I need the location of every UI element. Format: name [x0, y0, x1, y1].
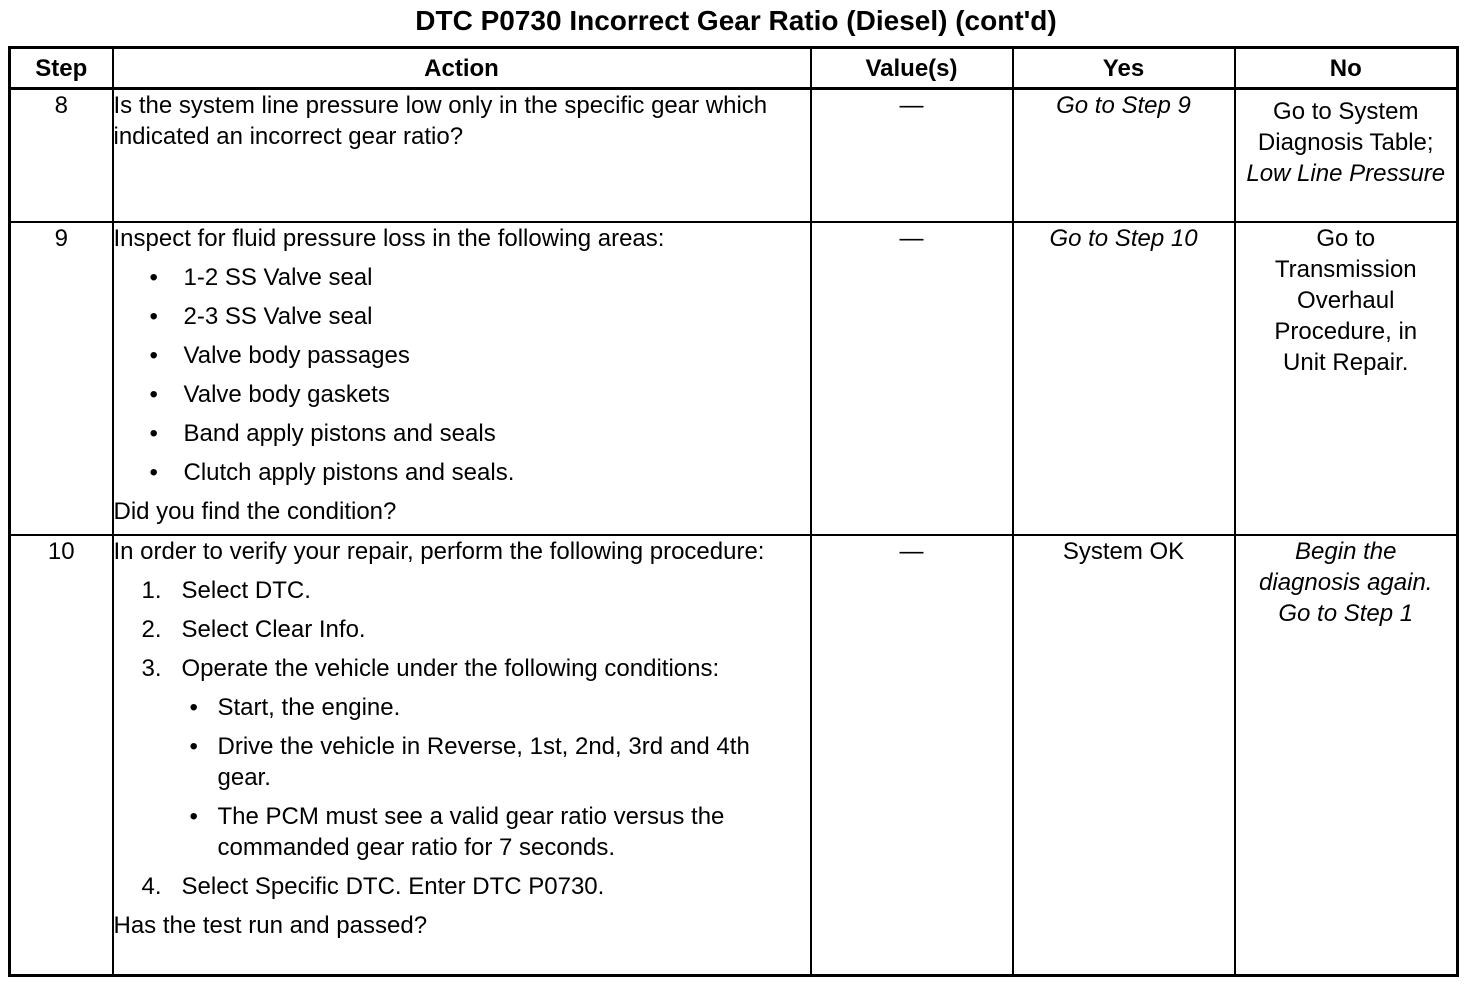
yes-cell: Go to Step 9	[1013, 89, 1235, 222]
bullet-mark: •	[189, 732, 198, 760]
step-number: 9	[10, 222, 113, 535]
step-number: 10	[10, 535, 113, 976]
action-cell	[113, 222, 811, 535]
no-cell	[1235, 89, 1458, 222]
bullet-mark: •	[149, 302, 158, 330]
list-item	[150, 379, 810, 410]
bullet-text: Band apply pistons and seals	[183, 419, 496, 447]
table-row-step-10	[10, 535, 1458, 976]
step-index: 4.	[141, 872, 162, 900]
no-text: Go to System Diagnosis Table;	[1257, 98, 1434, 156]
list-item	[150, 340, 810, 371]
action-cell	[113, 89, 811, 222]
page-title: DTC P0730 Incorrect Gear Ratio (Diesel) (cont'd)	[415, 5, 1057, 36]
header-step: Step	[10, 48, 113, 89]
step-index: 3.	[141, 654, 162, 682]
value-cell: —	[811, 222, 1013, 535]
list-item	[150, 418, 810, 449]
action-question: Did you find the condition?	[113, 497, 397, 525]
header-yes: Yes	[1013, 48, 1235, 89]
bullet-mark: •	[149, 380, 158, 408]
action-question: Has the test run and passed?	[113, 911, 428, 939]
step-index: 1.	[141, 576, 162, 604]
list-item	[190, 731, 810, 793]
list-item	[190, 692, 810, 723]
action-intro: In order to verify your repair, perform the following procedure:	[113, 537, 765, 565]
list-item	[142, 653, 810, 684]
bullet-mark: •	[189, 802, 198, 830]
list-item	[190, 801, 810, 863]
value-cell: —	[811, 535, 1013, 976]
bullet-text: 2-3 SS Valve seal	[183, 302, 373, 330]
step-text: Operate the vehicle under the following conditions:	[181, 654, 720, 682]
bullet-mark: •	[149, 341, 158, 369]
step-text: Select DTC.	[181, 576, 311, 604]
step-number: 8	[10, 89, 113, 222]
bullet-text: Start, the engine.	[217, 693, 401, 721]
diagnostic-table	[8, 46, 1459, 977]
yes-cell: Go to Step 10	[1013, 222, 1235, 535]
bullet-text: 1-2 SS Valve seal	[183, 263, 373, 291]
action-intro: Inspect for fluid pressure loss in the following areas:	[113, 224, 665, 252]
action-cell	[113, 535, 811, 976]
no-cell: Go to Transmission Overhaul Procedure, in Unit Repair.	[1235, 222, 1458, 535]
header-values: Value(s)	[811, 48, 1013, 89]
header-action: Action	[113, 48, 811, 89]
header-no: No	[1235, 48, 1458, 89]
bullet-text: Valve body gaskets	[183, 380, 390, 408]
table-row-step-8	[10, 89, 1458, 222]
step-index: 2.	[141, 615, 162, 643]
bullet-text: Valve body passages	[183, 341, 410, 369]
no-cell: Begin the diagnosis again. Go to Step 1	[1235, 535, 1458, 976]
table-row-step-9	[10, 222, 1458, 535]
step-text: Select Clear Info.	[181, 615, 366, 643]
value-cell: —	[811, 89, 1013, 222]
bullet-text: Drive the vehicle in Reverse, 1st, 2nd, 3rd and 4th gear.	[217, 732, 750, 791]
bullet-mark: •	[149, 419, 158, 447]
list-item	[142, 575, 810, 606]
bullet-mark: •	[189, 693, 198, 721]
list-item	[150, 262, 810, 293]
list-item	[142, 871, 810, 902]
bullet-text: The PCM must see a valid gear ratio versus the commanded gear ratio for 7 seconds.	[217, 802, 725, 861]
action-question: Is the system line pressure low only in the specific gear which indicated an incorrect gear ratio?	[113, 92, 768, 150]
yes-cell: System OK	[1013, 535, 1235, 976]
table-header-row	[10, 48, 1458, 89]
bullet-mark: •	[149, 458, 158, 486]
bullet-text: Clutch apply pistons and seals.	[183, 458, 515, 486]
step-text: Select Specific DTC. Enter DTC P0730.	[181, 872, 605, 900]
list-item	[150, 301, 810, 332]
no-reference: Low Line Pressure	[1246, 160, 1446, 187]
bullet-mark: •	[149, 263, 158, 291]
list-item	[142, 614, 810, 645]
list-item	[150, 457, 810, 488]
